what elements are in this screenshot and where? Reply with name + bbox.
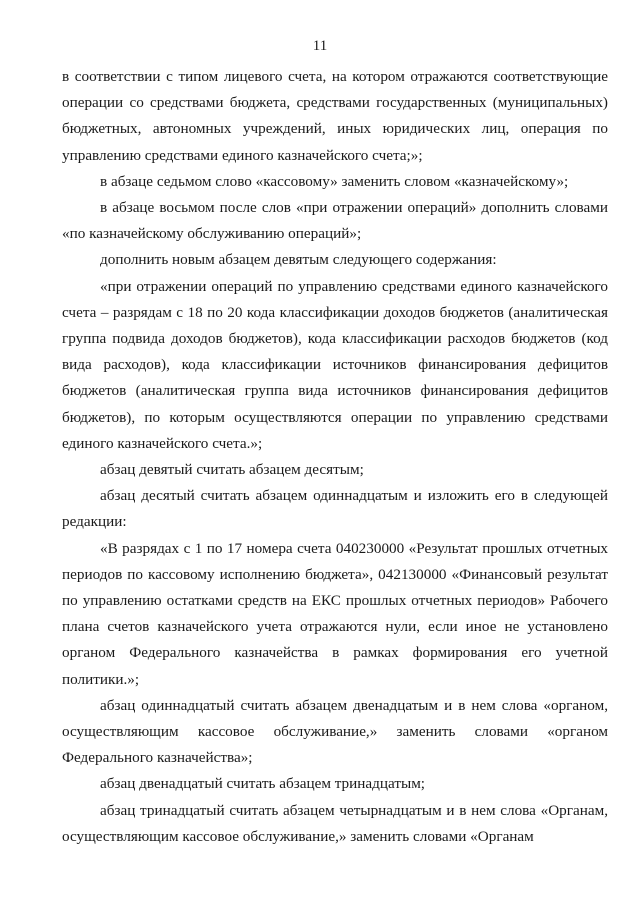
paragraph: в абзаце восьмом после слов «при отражении операций» дополнить словами «по казначейскому обслуживанию операций»; — [62, 199, 608, 243]
paragraph: абзац десятый считать абзацем одиннадцатым и изложить его в следующей редакции: — [62, 487, 608, 531]
paragraph: «при отражении операций по управлению средствами единого казначейского счета – разрядам с 18 по 20 кода классификации доходов бюджетов (аналитическая группа подвида доходов бюджетов), кода классификации расходов бюджетов (код вида расходов), кода классификации источников финансирования дефицитов бюджетов (аналитическая группа вида источников финансирования дефицитов бюджетов), по которым осуществляются операции по управлению средствами единого казначейского счета.»; — [62, 277, 608, 452]
paragraph: в соответствии с типом лицевого счета, на котором отражаются соответствующие операции со средствами бюджета, средствами государственных (муниципальных) бюджетных, автономных учреждений, иных юридических лиц, операция по управлению средствами единого казначейского счета;»; — [62, 68, 608, 164]
paragraph: в абзаце седьмом слово «кассовому» заменить словом «казначейскому»; — [100, 172, 569, 190]
paragraph: абзац девятый считать абзацем десятым; — [100, 461, 364, 479]
paragraph: абзац тринадцатый считать абзацем четырнадцатым и в нем слова «Органам, осуществляющим кассовое обслуживание,» заменить словами «Органам — [62, 801, 608, 845]
paragraph: дополнить новым абзацем девятым следующего содержания: — [100, 251, 497, 269]
page-number: 11 — [312, 38, 328, 54]
paragraph: «В разрядах с 1 по 17 номера счета 040230000 «Результат прошлых отчетных периодов по кассовому исполнению бюджета», 042130000 «Финансовый результат по управлению остатками средств на ЕКС прошлых отчетных периодов» Рабочего плана счетов казначейского учета отражаются нули, если иное не установлено органом Федерального казначейства в рамках формирования его учетной политики.»; — [62, 539, 608, 688]
paragraph: абзац одиннадцатый считать абзацем двенадцатым и в нем слова «органом, осуществляющим кассовое обслуживание,» заменить словами «органом Федерального казначейства»; — [62, 696, 608, 767]
paragraph: абзац двенадцатый считать абзацем тринадцатым; — [100, 775, 426, 793]
document-body — [62, 64, 608, 850]
